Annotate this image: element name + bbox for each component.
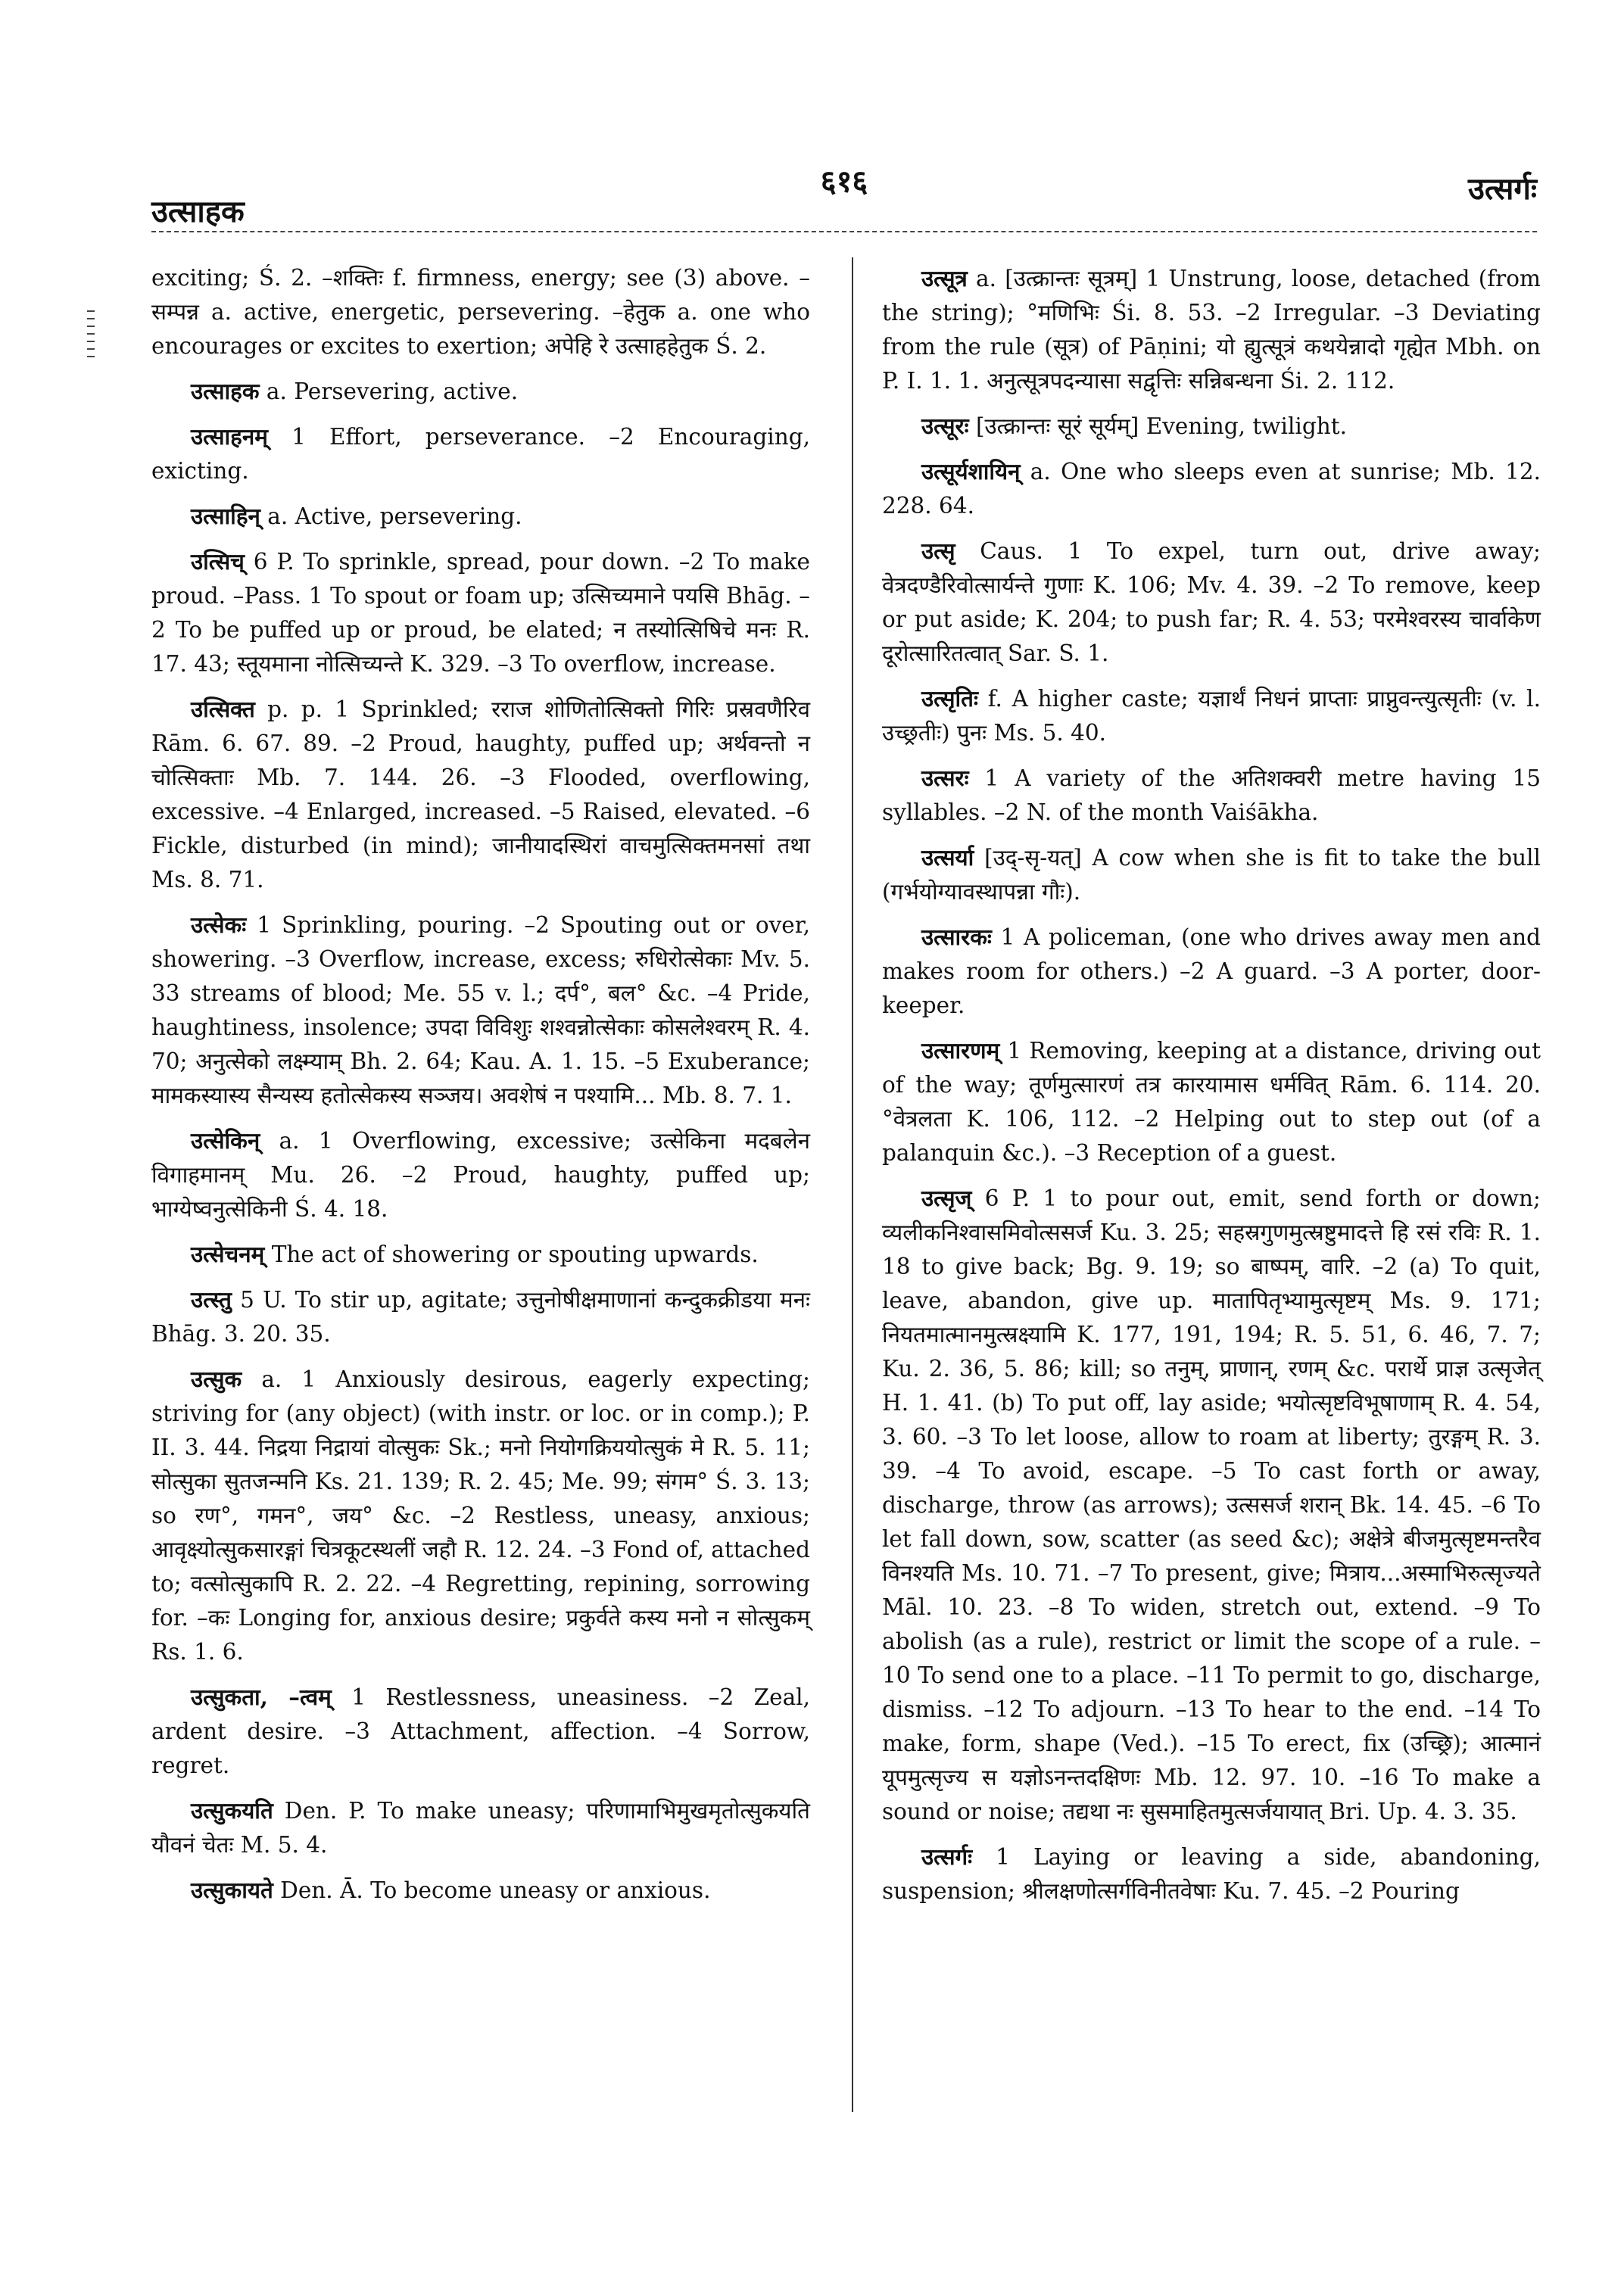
dictionary-entry [151, 908, 810, 1113]
entry-headword: उत्सुकता, –त्वम् [191, 1684, 332, 1710]
dictionary-entry [151, 1873, 810, 1908]
entry-definition: 1 Restlessness, uneasiness. –2 Zeal, ardent desire. –3 Attachment, affection. –4 Sorrow, regret. [151, 1684, 810, 1778]
page-number: ६१६ [820, 164, 868, 199]
entry-definition: 1 Removing, keeping at a distance, driving out of the way; तूर्णमुत्सारणं तत्र कारयामास धर्मवित् Rām. 6. 114. 20. °वेत्रलता K. 106, 112. –2 Helping out to step out (of a palanquin &c.). –3 Reception of a guest. [882, 1038, 1541, 1166]
entry-definition: [उद्-सृ-यत्] A cow when she is fit to take the bull (गर्भयोग्यावस्थापन्ना गौः). [882, 845, 1541, 905]
entry-definition: 5 U. To stir up, agitate; उत्तुनोषीक्षमाणानां कन्दुकक्रीडया मनः Bhāg. 3. 20. 35. [151, 1287, 810, 1347]
entry-definition: a. [उत्क्रान्तः सूत्रम्] 1 Unstrung, loose, detached (from the string); °मणिभिः Śi. 8. 53. –2 Irregular. –3 Deviating from the rule (सूत्र) of Pāṇini; यो ह्युत्सूत्रं कथयेन्नादो गृह्येत Mbh. on P. I. 1. 1. अनुत्सूत्रपदन्यासा सद्वृत्तिः सन्निबन्धना Śi. 2. 112. [882, 266, 1541, 394]
dictionary-entry [151, 1282, 810, 1351]
dictionary-entry [151, 544, 810, 681]
dictionary-entry [882, 761, 1541, 830]
entry-headword: उत्साहक [191, 378, 260, 404]
entry-headword: उत्साहनम् [191, 423, 268, 450]
entry-definition: a. 1 Anxiously desirous, eagerly expecting; striving for (any object) (with instr. or loc. or in comp.); P. II. 3. 44. निद्रया निद्रायां वोत्सुकः Sk.; मनो नियोगक्रिययोत्सुकं मे R. 5. 11; सोत्सुका सुतजन्मनि Ks. 21. 139; R. 2. 45; Me. 99; संगम° Ś. 3. 13; so रण°, गमन°, जय° &c. –2 Restless, uneasy, anxious; आवृक्ष्योत्सुकसारङ्गां चित्रकूटस्थलीं जहौ R. 12. 24. –3 Fond of, attached to; वत्सोत्सुकापि R. 2. 22. –4 Regretting, repining, sorrowing for. –कः Longing for, anxious desire; प्रकुर्वते कस्य मनो न सोत्सुकम् Rs. 1. 6. [151, 1366, 810, 1665]
dictionary-entry [882, 261, 1541, 398]
entry-definition: 1 Laying or leaving a side, abandoning, suspension; श्रीलक्षणोत्सर्गविनीतवेषाः Ku. 7. 45. –2 Pouring [882, 1844, 1541, 1904]
entry-definition: a. 1 Overflowing, excessive; उत्सेकिना मदबलेन विगाहमानम् Mu. 26. –2 Proud, haughty, puffed up; भाग्येष्वनुत्सेकिनी Ś. 4. 18. [151, 1128, 810, 1222]
dictionary-entry [882, 534, 1541, 671]
dictionary-entry [151, 1123, 810, 1226]
entry-headword: उत्सूत्र [921, 265, 968, 291]
entry-headword: उत्सर्या [921, 844, 974, 871]
dictionary-entry [882, 454, 1541, 523]
entry-definition: 1 Effort, perseverance. –2 Encouraging, exicting. [151, 424, 810, 484]
entry-definition: p. p. 1 Sprinkled; रराज शोणितोत्सिक्तो गिरिः प्रस्रवणैरिव Rām. 6. 67. 89. –2 Proud, haughty, puffed up; अर्थवन्तो न चोत्सिक्ताः Mb. 7. 144. 26. –3 Flooded, overflowing, excessive. –4 Enlarged, increased. –5 Raised, elevated. –6 Fickle, disturbed (in mind); जानीयादस्थिरां वाचमुत्सिक्तमनसां तथा Ms. 8. 71. [151, 696, 810, 893]
entry-definition: [उत्क्रान्तः सूरं सूर्यम्] Evening, twilight. [975, 413, 1347, 439]
margin-mark [87, 310, 95, 363]
entry-headword: उत्सुकायते [191, 1877, 273, 1903]
dictionary-entry [882, 1181, 1541, 1829]
entry-headword: उत्सुकयति [191, 1797, 273, 1824]
entry-definition: 1 A policeman, (one who drives away men and makes room for others.) –2 A guard. –3 A porter, door-keeper. [882, 924, 1541, 1018]
dictionary-entry [882, 1033, 1541, 1170]
dictionary-entry [151, 1237, 810, 1272]
entry-definition: a. Persevering, active. [266, 379, 519, 404]
entry-definition: 1 A variety of the अतिशक्वरी metre having 15 syllables. –2 N. of the month Vaiśākha. [882, 765, 1541, 825]
column-divider [852, 257, 853, 2112]
dictionary-entry [151, 374, 810, 409]
entry-headword: उत्सेचनम् [191, 1241, 265, 1267]
entry-headword: उत्सृतिः [921, 685, 978, 712]
entry-definition: 6 P. To sprinkle, spread, pour down. –2 To make proud. –Pass. 1 To spout or foam up; उत्सिच्यमाने पयसि Bhāg. –2 To be puffed up or proud, be elated; न तस्योत्सिषिचे मनः R. 17. 43; स्तूयमाना नोत्सिच्यन्ते K. 329. –3 To overflow, increase. [151, 549, 810, 677]
entry-headword: उत्स्तु [191, 1286, 232, 1313]
right-running-headword: उत्सर्गः [1468, 171, 1537, 207]
dictionary-entry [151, 1793, 810, 1862]
entry-definition: Den. P. To make uneasy; परिणामाभिमुखमृतोत्सुकयति यौवनं चेतः M. 5. 4. [151, 1798, 810, 1858]
dictionary-entry [882, 920, 1541, 1023]
entry-definition: exciting; Ś. 2. –शक्तिः f. firmness, energy; see (3) above. –सम्पन्न a. active, energetic, persevering. –हेतुक a. one who encourages or excites to exertion; अपेहि रे उत्साहहेतुक Ś. 2. [151, 265, 810, 359]
entry-headword: उत्सरः [921, 765, 969, 791]
entry-headword: उत्सर्गः [921, 1843, 973, 1870]
dictionary-entry [151, 1680, 810, 1783]
entry-definition: Den. Ā. To become uneasy or anxious. [280, 1877, 711, 1903]
left-column [151, 261, 810, 1918]
dictionary-entry [882, 409, 1541, 444]
entry-definition: The act of showering or spouting upwards. [271, 1242, 759, 1267]
entry-headword: उत्सारकः [921, 924, 992, 950]
entry-headword: उत्सेकिन् [191, 1127, 260, 1154]
right-column [882, 261, 1541, 1919]
entry-headword: उत्सूरः [921, 413, 969, 439]
entry-headword: उत्सेकः [191, 911, 247, 938]
header-rule [151, 231, 1537, 232]
entry-definition: f. A higher caste; यज्ञार्थं निधनं प्राप्ताः प्राप्नुवन्त्युत्सृतीः (v. l. उच्छ्रतीः) पुनः Ms. 5. 40. [882, 686, 1541, 746]
entry-headword: उत्साहिन् [191, 503, 260, 529]
entry-headword: उत्सारणम् [921, 1037, 1000, 1064]
entry-definition: 6 P. 1 to pour out, emit, send forth or down; व्यलीकनिश्वासमिवोत्ससर्ज Ku. 3. 25; सहस्रगुणमुत्स्रष्टुमादत्ते हि रसं रविः R. 1. 18 to give back; Bg. 9. 19; so बाष्पम्, वारि. –2 (a) To quit, leave, abandon, give up. मातापितृभ्यामुत्सृष्टम् Ms. 9. 171; नियतमात्मानमुत्स्रक्ष्यामि K. 177, 191, 194; R. 5. 51, 6. 46, 7. 7; Ku. 2. 36, 5. 86; kill; so तनुम्, प्राणान्, रणम् &c. परार्थे प्राज्ञ उत्सृजेत् H. 1. 41. (b) To put off, lay aside; भयोत्सृष्टविभूषाणाम् R. 4. 54, 3. 60. –3 To let loose, allow to roam at liberty; तुरङ्गम् R. 3. 39. –4 To avoid, escape. –5 To cast forth or away, discharge, throw (as arrows); उत्ससर्ज शरान् Bk. 14. 45. –6 To let fall down, sow, scatter (as seed &c); अक्षेत्रे बीजमुत्सृष्टमन्तरैव विनश्यति Ms. 10. 71. –7 To present, give; मित्राय...अस्माभिरुत्सृज्यते Māl. 10. 23. –8 To widen, stretch out, extend. –9 To abolish (as a rule), restrict or limit the scope of a rule. –10 To send one to a place. –11 To permit to go, discharge, dismiss. –12 To adjourn. –13 To hear to the end. –14 To make, form, shape (Ved.). –15 To erect, fix (उच्छ्रि); आत्मानं यूपमुत्सृज्य स यज्ञोऽनन्तदक्षिणः Mb. 12. 97. 10. –16 To make a sound or noise; तद्यथा नः सुसमाहितमुत्सर्जयायात् Bri. Up. 4. 3. 35. [882, 1185, 1541, 1824]
dictionary-entry [882, 681, 1541, 750]
dictionary-entry [151, 1362, 810, 1669]
dictionary-entry [151, 419, 810, 488]
entry-definition: Caus. 1 To expel, turn out, drive away; वेत्रदण्डैरिवोत्सार्यन्ते गुणाः K. 106; Mv. 4. 39. –2 To remove, keep or put aside; K. 204; to push far; R. 4. 53; परमेश्वरस्य चार्वाकेण दूरोत्सारितत्वात् Sar. S. 1. [882, 538, 1541, 666]
dictionary-entry [151, 261, 810, 363]
page-header [151, 159, 1537, 235]
dictionary-entry [151, 692, 810, 897]
entry-headword: उत्सृज् [921, 1185, 972, 1211]
dictionary-entry [882, 1840, 1541, 1908]
entry-headword: उत्सिच् [191, 548, 245, 575]
entry-headword: उत्सूर्यशायिन् [921, 458, 1021, 484]
dictionary-entry [151, 499, 810, 534]
entry-definition: a. One who sleeps even at sunrise; Mb. 12. 228. 64. [882, 459, 1541, 519]
dictionary-entry [882, 840, 1541, 909]
entry-headword: उत्सिक्त [191, 696, 255, 722]
entry-definition: 1 Sprinkling, pouring. –2 Spouting out or over, showering. –3 Overflow, increase, excess; रुधिरोत्सेकाः Mv. 5. 33 streams of blood; Me. 55 v. l.; दर्प°, बल° &c. –4 Pride, haughtiness, insolence; उपदा विविशुः शश्वन्नोत्सेकाः कोसलेश्वरम् R. 4. 70; अनुत्सेको लक्ष्म्याम् Bh. 2. 64; Kau. A. 1. 15. –5 Exuberance; मामकस्यास्य सैन्यस्य हतोत्सेकस्य सञ्जय। अवशेषं न पश्यामि... Mb. 8. 7. 1. [151, 912, 810, 1108]
entry-headword: उत्सुक [191, 1366, 242, 1392]
entry-definition: a. Active, persevering. [267, 503, 522, 529]
left-running-headword: उत्साहक [151, 194, 245, 229]
entry-headword: उत्सृ [921, 537, 955, 564]
